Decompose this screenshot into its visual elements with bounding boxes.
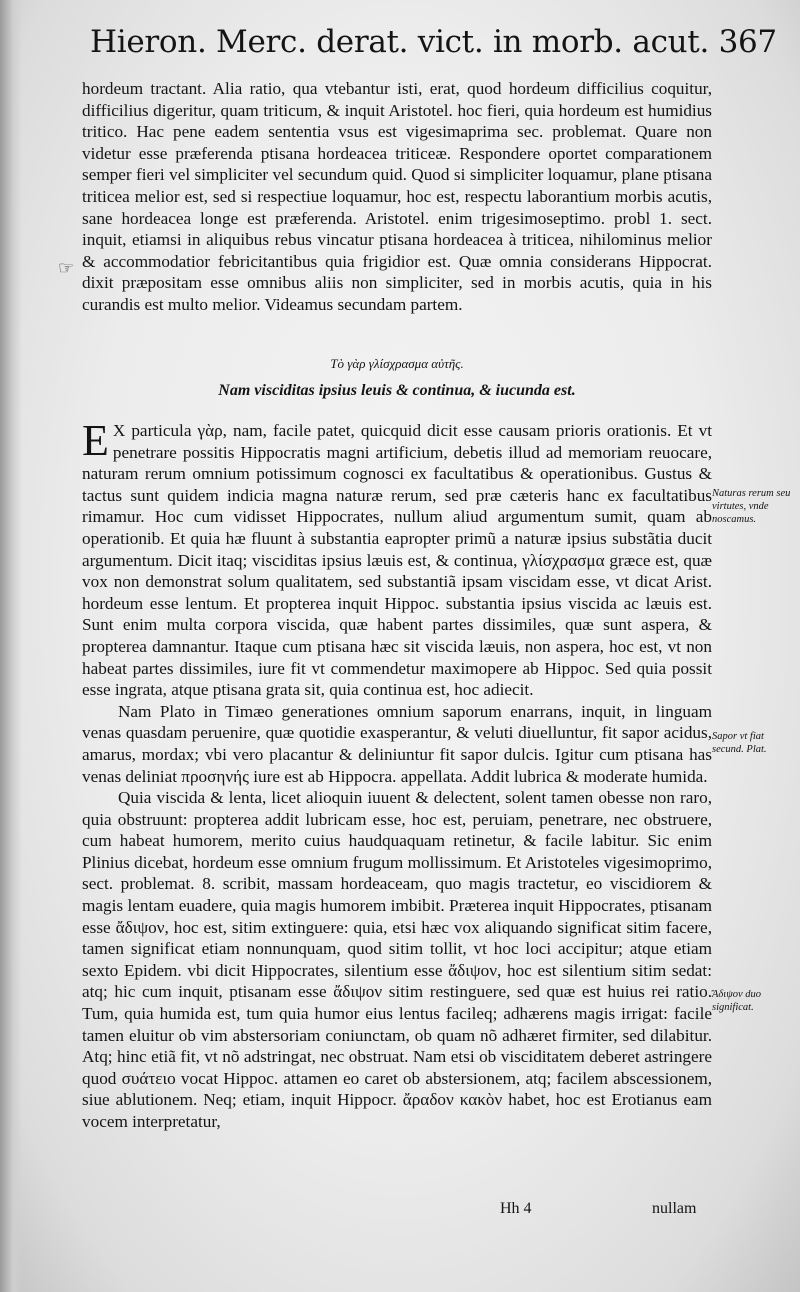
paragraph-intro <box>82 78 712 316</box>
margin-note-naturas: Naturas rerum seu virtutes, vnde noscamus. <box>712 488 791 525</box>
paragraph-plato: Nam Plato in Timæo generationes omnium saporum enarrans, inquit, in linguam venas quasdam peruenire, quæ quotidie exasperantur, & veluti diuelluntur, fit sapor acidus, amarus, mordax; vbi vero placantur & deliniuntur fit sapor dulcis. Igitur cum ptisana has venas deliniat προσηνής iure est ab Hippocra. appellata. Addit lubrica & moderate humida. <box>82 701 712 786</box>
paragraph-commentary <box>82 416 712 701</box>
running-header: Hieron. Merc. derat. vict. in morb. acut. 367 <box>90 24 777 60</box>
catchword: nullam <box>652 1200 697 1217</box>
paragraph-viscida: Quia viscida & lenta, licet alioquin iuuent & delectent, solent tamen obesse non raro, quia obstruunt: propterea addit lubricam esse, hoc est, peruiam, penetrare, nec obstruere, cum habeat humorem, merito cuius haudquaquam retinetur, & facile labitur. Sic enim Plinius dicebat, hordeum esse omnium frugum mollissimum. Et Aristoteles vigesimoprimo, sect. problemat. 8. scribit, massam hordeaceam, quo magis tractetur, eo viscidiorem & magis lentam euadere, quia magis humorem imbibit. Præterea inquit Hippocrates, ptisanam esse ἄδιψον, hoc est, sitim extinguere: quia, etsi hæc vox aliquando significat sitim facere, tamen significat etiam nonnunquam, quod sitim tollit, vt hoc loci accipitur; atque etiam sexto Epidem. vbi dicit Hippocrates, silentium esse ἄδιψον, hoc est silentium sitim sedat: atq; hic cum inquit, ptisanam esse ἄδιψον sitim restinguere, sed quæ est huius rei ratio. Tum, quia humida est, tum quia humor eius lentus facileq; adhærens magis irrigat: facile tamen eluitur ob vim abstersoriam coniunctam, ob quam nõ adhæret firmiter, sed dilabitur. Atq; hinc etiã fit, vt nõ adstringat, nec obstruat. Nam etsi ob visciditatem deberet astringere quod συάτειο vocat Hippoc. attamen eo caret ob abstersionem, atq; facilem abscessionem, siue ablutionem. Neq; etiam, inquit Hippocr. ἄραδον κακὸν habet, hoc est Erotianus eam vocem interpretatur, <box>82 788 712 1131</box>
latin-lemma: Nam visciditas ipsius leuis & continua, & iucunda est. <box>218 382 576 399</box>
margin-note-sapor: Sapor vt fiat secund. Plat. <box>712 731 767 755</box>
drop-cap: E <box>82 416 109 465</box>
page-gutter-shadow <box>0 0 22 1292</box>
pointing-hand-icon: ☞ <box>58 258 75 279</box>
signature-mark: Hh 4 <box>500 1200 532 1217</box>
margin-note-adipson: Ἄδιψον duo significat. <box>712 989 762 1013</box>
commentary-body <box>82 416 712 1133</box>
greek-lemma-heading: Τὸ γὰρ γλίσχρασμα αὐτῆς. <box>330 356 464 371</box>
paragraph-text: X particula γὰρ, nam, facile patet, quicquid dicit esse causam prioris orationis. Et vt penetrare possitis Hippocratis magni artificium, debetis illud ad memoriam reuocare, naturam rerum omnium potissimum cognosci ex facultatibus & operationibus. Gustus & tactus sunt quidem indicia magna naturæ rerum, sed præ cæteris hanc ex facultatibus rimamur. Hoc cum vidisset Hippocrates, nullum aliud argumentum sumit, quam ab operationib. Et quia hæ fluunt à substantia eapropter primũ a naturæ ipsius substãtia ducit argumentum. Dicit itaq; visciditas ipsius læuis est, & continua, γλίσχρασμα græce est, quæ vox non demonstrat solum qualitatem, sed substantiã ipsam viscidam esse, vt dicat Arist. hordeum esse lentum. Et propterea inquit Hippoc. substantia ipsius viscida ac læuis est. Sunt enim multa corpora viscida, quæ habent partes dissimiles, quæ sunt aspera, & propterea damnantur. Itaque cum ptisana hæc sit viscida læuis, non aspera, hoc est, vt non habeat partes dissimiles, iure fit vt commendetur maximopere ab Hippoc. Sed quia possit esse ingrata, atque ptisana grata sit, quia continua est, hoc adiecit. <box>82 421 712 700</box>
paragraph-text: hordeum tractant. Alia ratio, qua vtebantur isti, erat, quod hordeum difficilius coquitur, difficilius digeritur, quam triticum, & inquit Aristotel. hoc fieri, quia hordeum est humidius tritico. Hac pene eadem sententia vsus est vigesimaprima sec. problemat. Quare non videtur esse præferenda ptisana hordeacea triticeæ. Respondere oportet comparationem semper fieri vel simpliciter vel secundum quid. Quod si simpliciter loquamur, plane ptisana triticea melior est, sed si respectiue loquamur, hoc est, respectu laborantium morbis acutis, sane hordeacea longe est præferenda. Aristotel. enim trigesimoseptimo. probl 1. sect. inquit, etiamsi in aliquibus rebus vincatur ptisana hordeacea à triticea, nihilominus melior & accommodatior febricitantibus quia frigidior est. Quæ omnia considerans Hippocrat. dixit præpositam esse omnibus aliis non simpliciter, sed in morbis acutis, quia in his curandis est multo melior. Videamus secundam partem. <box>82 79 712 314</box>
